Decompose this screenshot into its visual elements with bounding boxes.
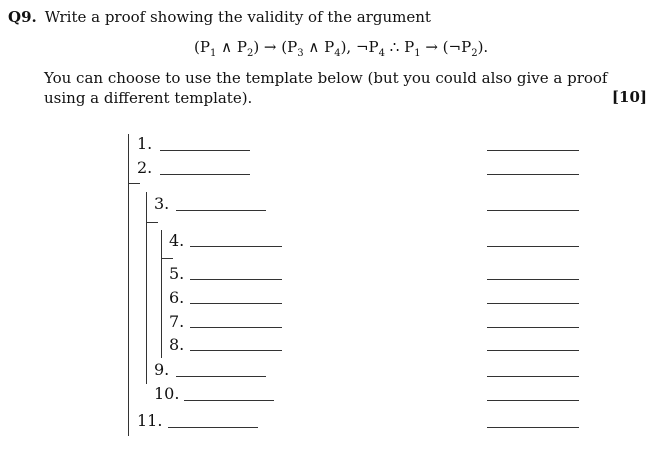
formula-part: ), ¬P	[340, 38, 379, 56]
subproof-scope-bar-1	[146, 192, 147, 384]
question-number: Q9.	[8, 8, 37, 26]
formula-blank[interactable]	[190, 303, 282, 304]
formula-part: ) → (P	[253, 38, 298, 56]
formula-subscript: 1	[209, 48, 217, 59]
justification-blank[interactable]	[487, 279, 579, 280]
formula-blank[interactable]	[160, 150, 250, 151]
question-header	[8, 8, 431, 26]
justification-blank[interactable]	[487, 400, 579, 401]
formula-subscript: 2	[246, 48, 254, 59]
justification-blank[interactable]	[487, 303, 579, 304]
formula-blank[interactable]	[190, 246, 282, 247]
formula-blank[interactable]	[184, 400, 274, 401]
formula-part: → (¬P	[420, 38, 472, 56]
proof-line-number: 6.	[169, 288, 185, 307]
justification-blank[interactable]	[487, 376, 579, 377]
formula-subscript: 2	[471, 48, 478, 59]
justification-blank[interactable]	[487, 210, 579, 211]
formula-blank[interactable]	[176, 376, 266, 377]
justification-blank[interactable]	[487, 246, 579, 247]
formula-blank[interactable]	[190, 350, 282, 351]
premise-divider	[128, 183, 140, 184]
justification-blank[interactable]	[487, 427, 579, 428]
proof-line-number: 2.	[137, 158, 153, 177]
instructions-text: You can choose to use the template below (but you could also give a proof using a different template).	[44, 69, 608, 107]
formula-subscript: 1	[414, 48, 421, 59]
formula-blank[interactable]	[160, 174, 250, 175]
proof-line-number: 4.	[169, 231, 185, 250]
formula-part: ∧ P	[303, 38, 335, 56]
formula-part: (P	[194, 38, 210, 56]
outer-scope-bar	[128, 134, 129, 436]
formula-subscript: 4	[378, 48, 386, 59]
marks-label: [10]	[611, 88, 647, 106]
justification-blank[interactable]	[487, 327, 579, 328]
formula-subscript: 4	[334, 48, 341, 59]
justification-blank[interactable]	[487, 350, 579, 351]
proof-line-number: 8.	[169, 335, 185, 354]
justification-blank[interactable]	[487, 174, 579, 175]
proof-line-number: 5.	[169, 264, 185, 283]
proof-line-number: 11.	[137, 411, 163, 430]
formula-part: ).	[477, 38, 489, 56]
proof-line-number: 1.	[137, 134, 153, 153]
formula-blank[interactable]	[176, 210, 266, 211]
proof-line-number: 3.	[154, 194, 170, 213]
proof-line-number: 9.	[154, 360, 170, 379]
justification-blank[interactable]	[487, 150, 579, 151]
subproof-scope-bar-2	[161, 230, 162, 358]
formula-part: ∴ P	[385, 38, 415, 56]
argument-formula	[194, 38, 488, 59]
formula-blank[interactable]	[190, 279, 282, 280]
question-prompt: Write a proof showing the validity of the argument	[44, 8, 431, 26]
proof-line-number: 10.	[154, 384, 180, 403]
formula-subscript: 3	[297, 48, 304, 59]
formula-blank[interactable]	[168, 427, 258, 428]
assumption-divider-1	[146, 222, 158, 223]
assumption-divider-2	[161, 258, 173, 259]
formula-blank[interactable]	[190, 327, 282, 328]
proof-line-number: 7.	[169, 312, 185, 331]
formula-part: ∧ P	[216, 38, 247, 56]
